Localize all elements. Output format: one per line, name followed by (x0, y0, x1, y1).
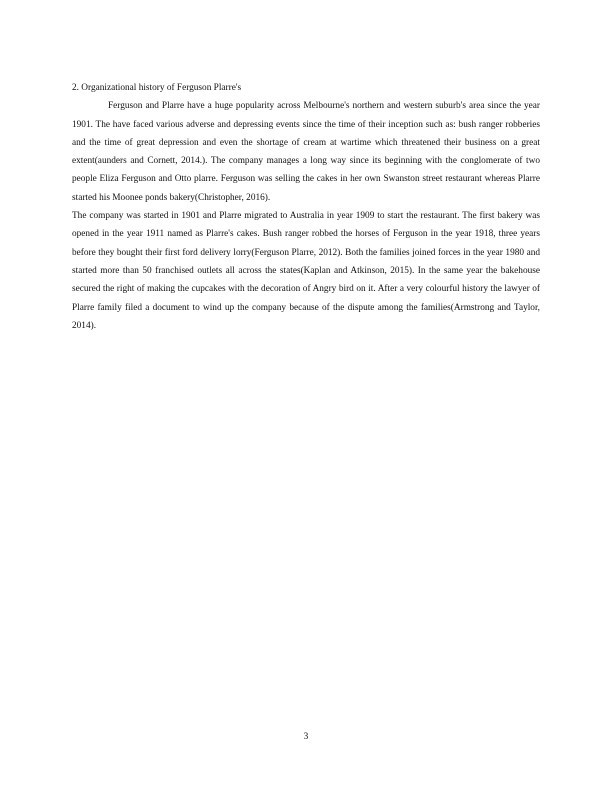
section-heading: 2. Organizational history of Ferguson Plarre's (72, 83, 242, 93)
page-content (72, 79, 540, 335)
paragraph-2: The company was started in 1901 and Plarre migrated to Australia in year 1909 to start the restaurant. The first bakery was opened in the year 1911 named as Plarre's cakes. Bush ranger robbed the horses of Ferguson in the year 1918, three years before they bought their first ford delivery lorry(Ferguson Plarre, 2012). Both the families joined forces in the year 1980 and started more than 50 franchised outlets all across the states(Kaplan and Atkinson, 2015). In the same year the bakehouse secured the right of making the cupcakes with the decoration of Angry bird on it. After a very colourful history the lawyer of Plarre family filed a document to wind up the company because of the dispute among the families(Armstrong and Taylor, 2014). (72, 211, 540, 331)
paragraph-1: Ferguson and Plarre have a huge popularity across Melbourne's northern and western suburb's area since the year 1901. The have faced various adverse and depressing events since the time of their inception such as: bush ranger robberies and the time of great depression and even the shortage of cream at wartime which threatened their business on a great extent(aunders and Cornett, 2014.). The company manages a long way since its beginning with the conglomerate of two people Eliza Ferguson and Otto plarre. Ferguson was selling the cakes in her own Swanston street restaurant whereas Plarre started his Moonee ponds bakery(Christopher, 2016). (72, 101, 540, 203)
page-number: 3 (303, 732, 309, 742)
